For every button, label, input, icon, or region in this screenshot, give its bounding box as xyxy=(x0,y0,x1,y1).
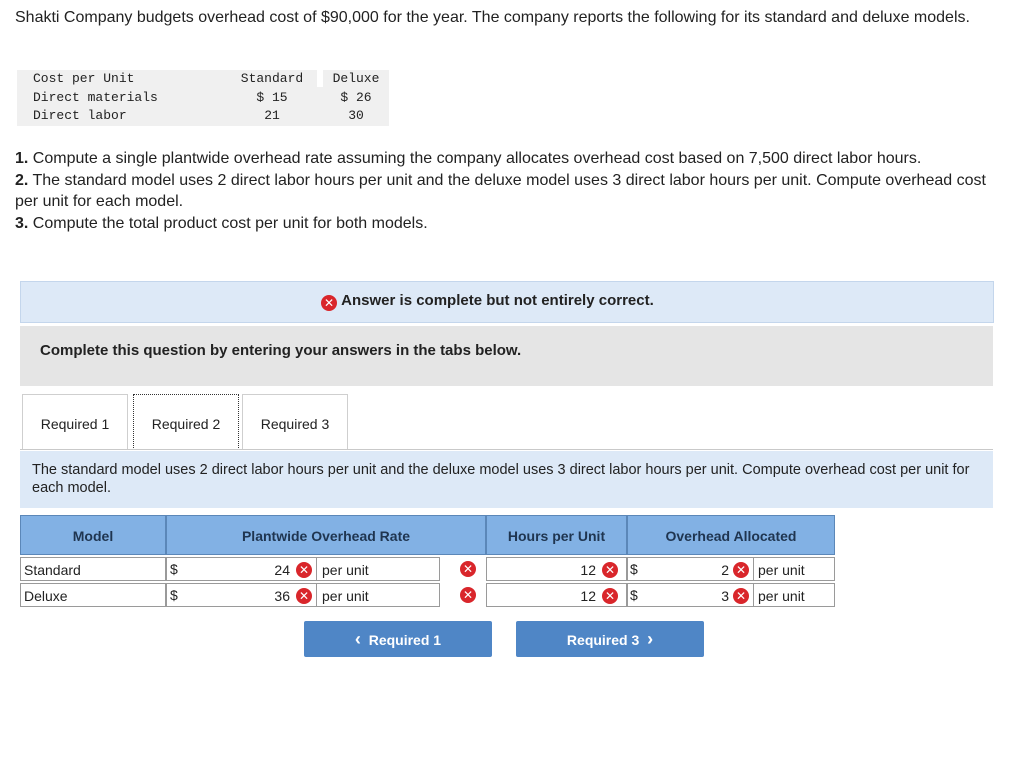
intro-text: Shakti Company budgets overhead cost of $90,000 for the year. The company reports the following for its standard and deluxe models. xyxy=(15,9,970,26)
instruction-text: Complete this question by entering your answers in the tabs below. xyxy=(40,342,522,359)
error-icon: ✕ xyxy=(733,588,749,604)
question-3 xyxy=(15,213,1005,235)
tab-divider xyxy=(20,449,993,450)
hours-value: 12 xyxy=(580,588,596,604)
dollar-sign: $ xyxy=(630,587,638,603)
tab-prompt-text: The standard model uses 2 direct labor hours per unit and the deluxe model uses 3 direct labor hours per unit. Compute overhead cost per unit for each model. xyxy=(32,462,970,496)
model-cell-deluxe: Deluxe xyxy=(20,583,166,607)
cost-table-header xyxy=(17,70,389,87)
result-banner xyxy=(20,281,994,323)
error-icon: ✕ xyxy=(460,561,476,577)
banner-message: Answer is complete but not entirely correct. xyxy=(341,292,654,309)
cost-row-standard: $ 15 xyxy=(256,90,288,105)
tab-required-3[interactable]: Required 3 xyxy=(242,394,348,449)
next-button-label: Required 3 xyxy=(566,632,640,648)
error-icon: ✕ xyxy=(460,587,476,603)
prev-button-label: Required 1 xyxy=(368,632,442,648)
cost-row-deluxe: $ 26 xyxy=(340,90,372,105)
tab-required-1[interactable]: Required 1 xyxy=(22,394,128,449)
instruction-box xyxy=(20,326,993,386)
cost-row-labor xyxy=(17,107,389,125)
error-icon: ✕ xyxy=(733,562,749,578)
rate-field-standard[interactable] xyxy=(166,557,316,581)
header-plantwide-rate: Plantwide Overhead Rate xyxy=(166,515,486,555)
question-number: 1. xyxy=(15,150,29,167)
error-icon: ✕ xyxy=(602,562,618,578)
tab-required-2[interactable]: Required 2 xyxy=(133,394,239,450)
allocated-value: 2 xyxy=(721,562,729,578)
dollar-sign: $ xyxy=(170,587,178,603)
rate-unit: per unit xyxy=(316,557,440,581)
question-number: 3. xyxy=(15,214,29,232)
next-required-button[interactable] xyxy=(516,621,704,657)
cost-row-standard: 21 xyxy=(264,108,280,123)
cost-header-label: Cost per Unit xyxy=(17,70,227,88)
x-circle-icon: ✕ xyxy=(321,295,337,311)
dollar-sign: $ xyxy=(630,561,638,577)
cost-table xyxy=(17,70,389,126)
tab-prompt xyxy=(20,451,993,508)
allocated-field-deluxe[interactable] xyxy=(627,583,753,607)
chevron-left-icon: ‹ xyxy=(354,629,361,649)
prev-required-button[interactable] xyxy=(304,621,492,657)
cost-header-standard: Standard xyxy=(227,70,317,88)
cost-row-label: Direct materials xyxy=(33,90,158,105)
allocated-unit: per unit xyxy=(753,557,835,581)
allocated-unit: per unit xyxy=(753,583,835,607)
hours-field-standard[interactable] xyxy=(486,557,627,581)
allocated-value: 3 xyxy=(721,588,729,604)
dollar-sign: $ xyxy=(170,561,178,577)
model-cell-standard: Standard xyxy=(20,557,166,581)
rate-field-deluxe[interactable] xyxy=(166,583,316,607)
cost-header-deluxe: Deluxe xyxy=(323,70,389,88)
hours-value: 12 xyxy=(580,562,596,578)
header-overhead-allocated: Overhead Allocated xyxy=(627,515,835,555)
rate-value: 24 xyxy=(274,562,290,578)
cost-row-materials xyxy=(17,89,389,107)
header-hours-per-unit: Hours per Unit xyxy=(486,515,627,555)
question-list xyxy=(15,148,1005,234)
question-1 xyxy=(15,148,1005,170)
rate-value: 36 xyxy=(274,588,290,604)
question-text: Compute the total product cost per unit for both models. xyxy=(28,214,428,232)
header-model: Model xyxy=(20,515,166,555)
cost-row-label: Direct labor xyxy=(33,108,127,123)
allocated-field-standard[interactable] xyxy=(627,557,753,581)
cost-row-deluxe: 30 xyxy=(348,108,364,123)
question-text: Compute a single plantwide overhead rate assuming the company allocates overhead cost based on 7,500 direct labor hours. xyxy=(28,150,922,167)
question-2 xyxy=(15,170,1005,213)
chevron-right-icon: › xyxy=(647,629,654,649)
error-icon: ✕ xyxy=(602,588,618,604)
rate-unit: per unit xyxy=(316,583,440,607)
hours-field-deluxe[interactable] xyxy=(486,583,627,607)
question-text: The standard model uses 2 direct labor hours per unit and the deluxe model uses 3 direct labor hours per unit. Compute overhead cost per unit for each model. xyxy=(15,171,986,210)
error-icon: ✕ xyxy=(296,562,312,578)
question-number: 2. xyxy=(15,171,29,189)
error-icon: ✕ xyxy=(296,588,312,604)
